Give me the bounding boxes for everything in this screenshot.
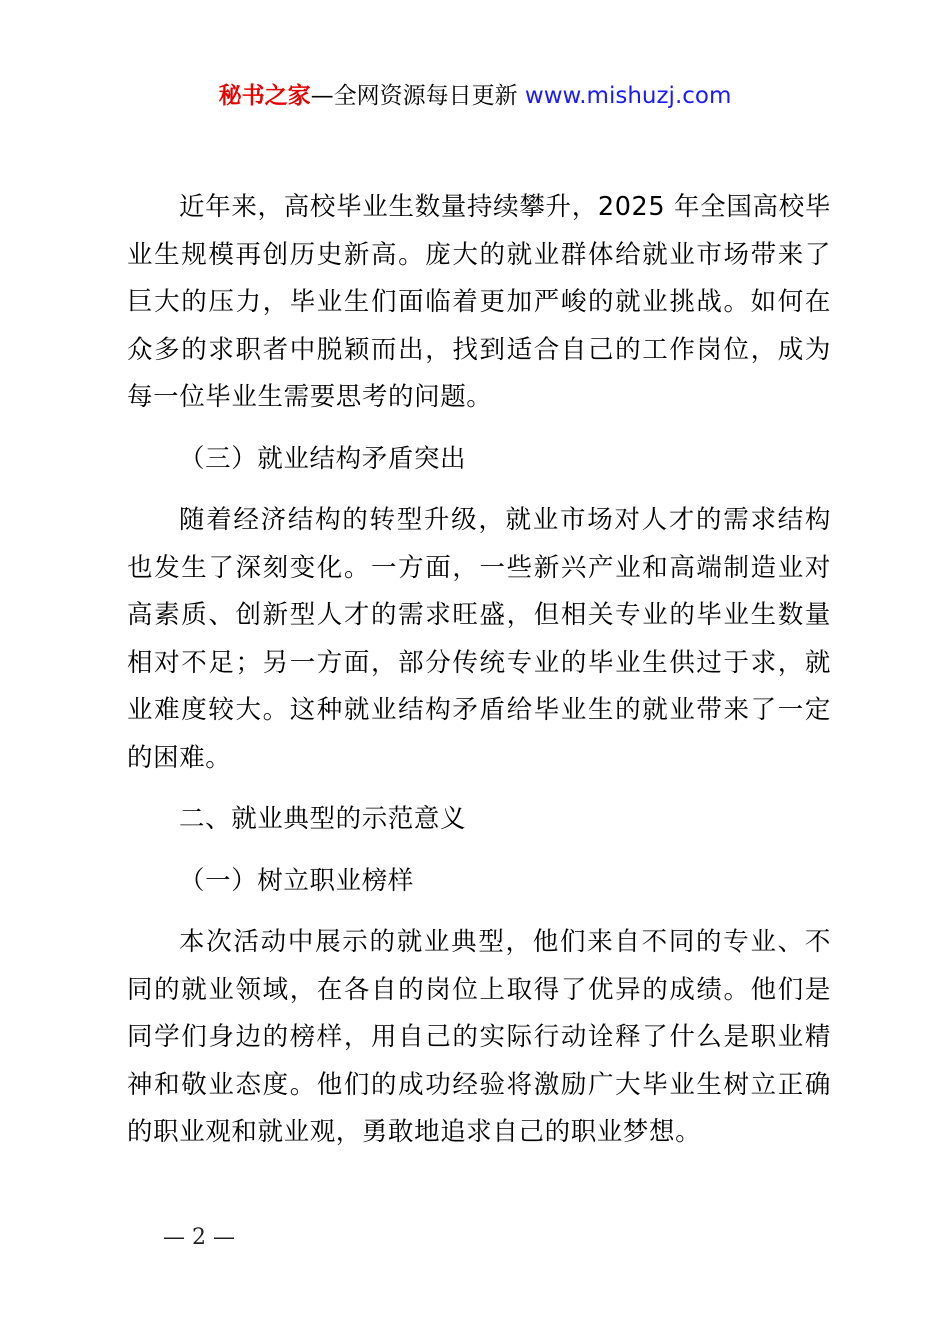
document-body bbox=[127, 184, 831, 1157]
site-header bbox=[0, 78, 950, 114]
section-heading-significance: 二、就业典型的示范意义 bbox=[179, 804, 467, 834]
subsection-heading-role-model: （一）树立职业榜样 bbox=[179, 865, 414, 896]
site-url-link[interactable]: www.mishuzj.com bbox=[524, 83, 732, 109]
section-heading-structure: （三）就业结构矛盾突出 bbox=[179, 443, 467, 474]
site-tagline: —全网资源每日更新 bbox=[310, 83, 525, 109]
paragraph-intro: 近年来，高校毕业生数量持续攀升，2025 年全国高校毕业生规模再创历史新高。庞大的就业群体给就业市场带来了巨大的压力，毕业生们面临着更加严峻的就业挑战。如何在众多的求职者中脱颖而出，找到适合自己的工作岗位，成为每一位毕业生需要思考的问题。 bbox=[127, 192, 831, 412]
site-brand: 秘书之家 bbox=[218, 83, 311, 109]
paragraph-structure: 随着经济结构的转型升级，就业市场对人才的需求结构也发生了深刻变化。一方面，一些新兴产业和高端制造业对高素质、创新型人才的需求旺盛，但相关专业的毕业生数量相对不足；另一方面，部分传统专业的毕业生供过于求，就业难度较大。这种就业结构矛盾给毕业生的就业带来了一定的困难。 bbox=[127, 505, 831, 773]
paragraph-role-model: 本次活动中展示的就业典型，他们来自不同的专业、不同的就业领域，在各自的岗位上取得了优异的成绩。他们是同学们身边的榜样，用自己的实际行动诠释了什么是职业精神和敬业态度。他们的成功经验将激励广大毕业生树立正确的职业观和就业观，勇敢地追求自己的职业梦想。 bbox=[127, 927, 831, 1147]
page-number: — 2 — bbox=[163, 1225, 235, 1250]
